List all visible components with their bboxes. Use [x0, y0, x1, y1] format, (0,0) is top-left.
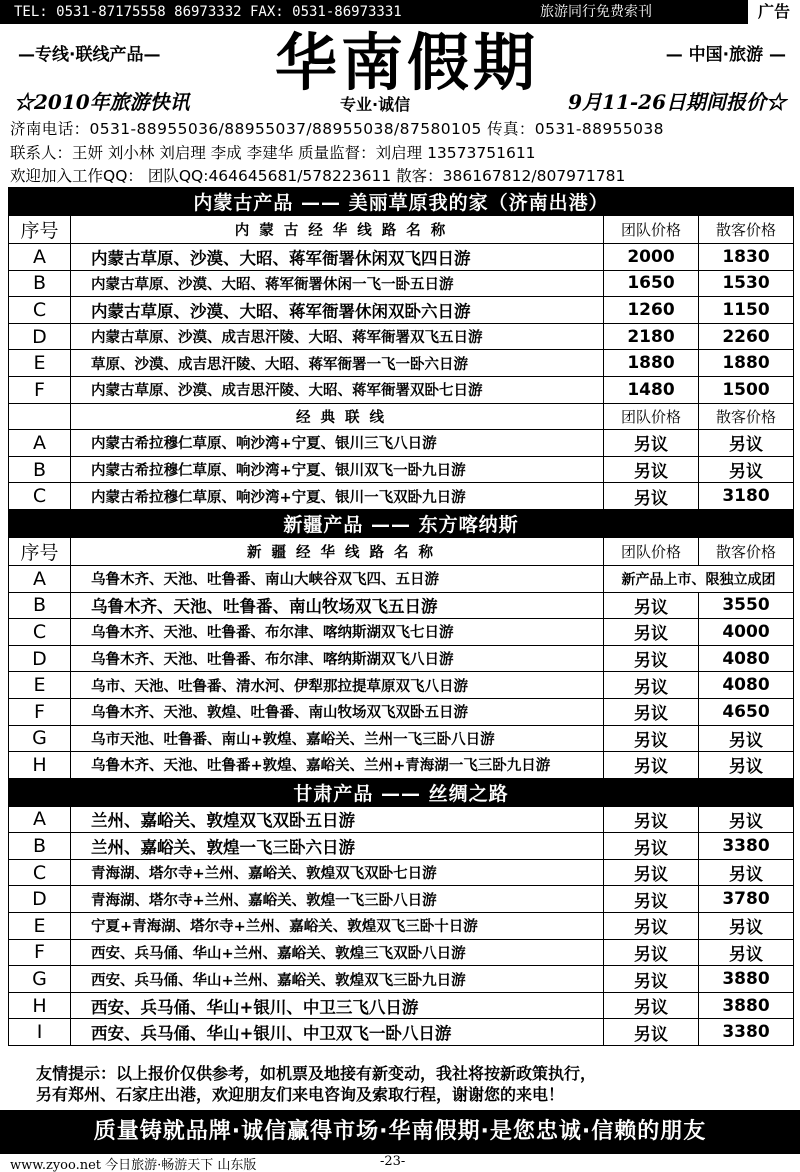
single-price: 3550: [699, 592, 794, 619]
header-no: [9, 403, 71, 430]
route-no: H: [9, 752, 71, 779]
route-no: C: [9, 483, 71, 510]
team-price: 另议: [604, 913, 699, 940]
header-single-price: 散客价格: [699, 403, 794, 430]
table-row: [9, 833, 794, 860]
single-price: 2260: [699, 323, 794, 350]
route-no: B: [9, 270, 71, 297]
single-price: 另议: [699, 859, 794, 886]
route-no: A: [9, 565, 71, 592]
single-price: 另议: [699, 456, 794, 483]
team-price: 1260: [604, 297, 699, 324]
route-no: A: [9, 430, 71, 457]
team-price: 另议: [604, 698, 699, 725]
table-row: [9, 992, 794, 1019]
route-no: F: [9, 939, 71, 966]
single-price: 1500: [699, 376, 794, 403]
route-name: 乌市、天池、吐鲁番、清水河、伊犁那拉提草原双飞八日游: [71, 672, 604, 699]
route-note: 新产品上市、限独立成团: [604, 565, 794, 592]
route-name: 西安、兵马俑、华山+银川、中卫三飞八日游: [71, 992, 604, 1019]
route-name: 乌鲁木齐、天池、敦煌、吐鲁番、南山牧场双飞双卧五日游: [71, 698, 604, 725]
team-price: 另议: [604, 939, 699, 966]
table-row: [9, 565, 794, 592]
section-title: 新疆产品 —— 东方喀纳斯: [9, 509, 794, 537]
header-route-name: 内蒙古经华线路名称: [71, 216, 604, 244]
single-price: 4000: [699, 619, 794, 646]
team-price: 另议: [604, 833, 699, 860]
tip-line-2: 另有郑州、石家庄出港，欢迎朋友们来电咨询及索取行程，谢谢您的来电！: [36, 1085, 565, 1104]
header-team-price: 团队价格: [604, 403, 699, 430]
team-price: 另议: [604, 483, 699, 510]
table-row: [9, 430, 794, 457]
route-no: E: [9, 672, 71, 699]
route-no: F: [9, 376, 71, 403]
route-name: 乌鲁木齐、天池、吐鲁番、布尔津、喀纳斯湖双飞八日游: [71, 645, 604, 672]
route-name: 青海湖、塔尔寺+兰州、嘉峪关、敦煌一飞三卧八日游: [71, 886, 604, 913]
team-price: 另议: [604, 645, 699, 672]
table-row: [9, 939, 794, 966]
route-no: G: [9, 966, 71, 993]
route-no: D: [9, 886, 71, 913]
single-price: 另议: [699, 939, 794, 966]
header-route-name: 新疆经华线路名称: [71, 537, 604, 565]
team-price: 另议: [604, 966, 699, 993]
single-price: 4650: [699, 698, 794, 725]
route-name: 乌鲁木齐、天池、吐鲁番、南山牧场双飞五日游: [71, 592, 604, 619]
table-row: [9, 913, 794, 940]
route-name: 乌市天池、吐鲁番、南山+敦煌、嘉峪关、兰州一飞三卧八日游: [71, 725, 604, 752]
single-price: 3780: [699, 886, 794, 913]
contact-person-line: 联系人：王妍 刘小林 刘启理 李成 李建华 质量监督：刘启理 13573751611: [10, 144, 536, 162]
route-no: B: [9, 592, 71, 619]
route-no: B: [9, 833, 71, 860]
section-title-row: [9, 188, 794, 216]
brand-slogan: 专业·诚信: [340, 95, 411, 114]
route-no: B: [9, 456, 71, 483]
section-title: 内蒙古产品 —— 美丽草原我的家（济南出港）: [9, 188, 794, 216]
single-price: 4080: [699, 645, 794, 672]
route-name: 西安、兵马俑、华山+银川、中卫双飞一卧八日游: [71, 1019, 604, 1046]
route-name: 青海湖、塔尔寺+兰州、嘉峪关、敦煌双飞双卧七日游: [71, 859, 604, 886]
route-name: 内蒙古草原、沙漠、大昭、蒋军衙署休闲一飞一卧五日游: [71, 270, 604, 297]
route-no: D: [9, 323, 71, 350]
section-title: 甘肃产品 —— 丝绸之路: [9, 778, 794, 806]
team-price: 另议: [604, 430, 699, 457]
route-no: F: [9, 698, 71, 725]
single-price: 1830: [699, 244, 794, 271]
team-price: 另议: [604, 725, 699, 752]
route-name: 草原、沙漠、成吉思汗陵、大昭、蒋军衙署一飞一卧六日游: [71, 350, 604, 377]
table-row: [9, 1019, 794, 1046]
team-price: 另议: [604, 619, 699, 646]
table-row: [9, 297, 794, 324]
route-no: A: [9, 806, 71, 833]
table-row: [9, 350, 794, 377]
route-name: 兰州、嘉峪关、敦煌双飞双卧五日游: [71, 806, 604, 833]
table-header-row: [9, 403, 794, 430]
route-name: 内蒙古草原、沙漠、成吉思汗陵、大昭、蒋军衙署双卧七日游: [71, 376, 604, 403]
table-row: [9, 483, 794, 510]
route-name: 西安、兵马俑、华山+兰州、嘉峪关、敦煌双飞三卧九日游: [71, 966, 604, 993]
table-row: [9, 725, 794, 752]
route-no: C: [9, 859, 71, 886]
route-name: 内蒙古草原、沙漠、大昭、蒋军衙署休闲双卧六日游: [71, 297, 604, 324]
single-price: 3180: [699, 483, 794, 510]
section-title-row: [9, 509, 794, 537]
section-title-row: [9, 778, 794, 806]
route-name: 西安、兵马俑、华山+兰州、嘉峪关、敦煌三飞双卧八日游: [71, 939, 604, 966]
page-number: -23-: [380, 1154, 406, 1169]
contact-qq-line: 欢迎加入工作QQ： 团队QQ:464645681/578223611 散客：386167812/807971781: [10, 167, 626, 185]
top-bar: [0, 0, 800, 24]
route-name: 乌鲁木齐、天池、吐鲁番、南山大峡谷双飞四、五日游: [71, 565, 604, 592]
team-price: 1650: [604, 270, 699, 297]
route-no: G: [9, 725, 71, 752]
table-row: [9, 592, 794, 619]
route-no: E: [9, 913, 71, 940]
single-price: 1880: [699, 350, 794, 377]
route-no: D: [9, 645, 71, 672]
single-price: 另议: [699, 430, 794, 457]
route-name: 乌鲁木齐、天池、吐鲁番+敦煌、嘉峪关、兰州+青海湖一飞三卧九日游: [71, 752, 604, 779]
team-price: 2180: [604, 323, 699, 350]
single-price: 3880: [699, 992, 794, 1019]
table-row: [9, 752, 794, 779]
table-row: [9, 456, 794, 483]
table-row: [9, 806, 794, 833]
table-row: [9, 672, 794, 699]
table-row: [9, 698, 794, 725]
route-name: 乌鲁木齐、天池、吐鲁番、布尔津、喀纳斯湖双飞七日游: [71, 619, 604, 646]
table-row: [9, 966, 794, 993]
bottom-slogan-bar: 质量铸就品牌·诚信赢得市场·华南假期·是您忠诚·信赖的朋友: [0, 1110, 800, 1154]
tip-line-1: 友情提示：以上报价仅供参考，如机票及地接有新变动，我社将按新政策执行，: [36, 1064, 597, 1083]
route-no: A: [9, 244, 71, 271]
route-name: 宁夏+青海湖、塔尔寺+兰州、嘉峪关、敦煌双飞三卧十日游: [71, 913, 604, 940]
header-no: 序号: [9, 216, 71, 244]
header-team-price: 团队价格: [604, 216, 699, 244]
ad-badge: 广告: [746, 0, 800, 24]
route-name: 内蒙古草原、沙漠、大昭、蒋军衙署休闲双飞四日游: [71, 244, 604, 271]
header-left-sub: ☆2010年旅游快讯: [14, 90, 190, 114]
table-header-row: [9, 216, 794, 244]
header-right-top: — 中国·旅游 —: [665, 45, 786, 65]
single-price: 1530: [699, 270, 794, 297]
top-index-note: 旅游同行免费索刊: [540, 4, 652, 20]
single-price: 4080: [699, 672, 794, 699]
route-name: 兰州、嘉峪关、敦煌一飞三卧六日游: [71, 833, 604, 860]
top-contact: TEL: 0531-87175558 86973332 FAX: 0531-86973331: [14, 4, 402, 20]
route-no: H: [9, 992, 71, 1019]
team-price: 另议: [604, 1019, 699, 1046]
footer: [10, 1154, 406, 1172]
single-price: 1150: [699, 297, 794, 324]
header-right-sub: 9月11-26日期间报价☆: [568, 90, 786, 114]
table-row: [9, 323, 794, 350]
team-price: 1880: [604, 350, 699, 377]
team-price: 另议: [604, 992, 699, 1019]
route-no: I: [9, 1019, 71, 1046]
team-price: 1480: [604, 376, 699, 403]
table-row: [9, 886, 794, 913]
brand-logo: 华南假期: [274, 26, 539, 99]
single-price: 3380: [699, 833, 794, 860]
route-name: 内蒙古草原、沙漠、成吉思汗陵、大昭、蒋军衙署双飞五日游: [71, 323, 604, 350]
team-price: 另议: [604, 672, 699, 699]
single-price: 另议: [699, 913, 794, 940]
team-price: 另议: [604, 886, 699, 913]
route-name: 内蒙古希拉穆仁草原、响沙湾+宁夏、银川双飞一卧九日游: [71, 456, 604, 483]
header-no: 序号: [9, 537, 71, 565]
route-no: E: [9, 350, 71, 377]
single-price: 另议: [699, 806, 794, 833]
friendly-tip: [36, 1063, 776, 1105]
contact-phone-line: 济南电话：0531-88955036/88955037/88955038/87580105 传真：0531-88955038: [10, 120, 664, 138]
single-price: 另议: [699, 752, 794, 779]
header-left-top: —专线·联线产品—: [18, 45, 161, 65]
table-row: [9, 376, 794, 403]
table-row: [9, 859, 794, 886]
route-name: 内蒙古希拉穆仁草原、响沙湾+宁夏、银川三飞八日游: [71, 430, 604, 457]
table-row: [9, 619, 794, 646]
team-price: 另议: [604, 859, 699, 886]
header-single-price: 散客价格: [699, 216, 794, 244]
team-price: 另议: [604, 592, 699, 619]
price-table: [8, 187, 794, 1046]
table-row: [9, 270, 794, 297]
team-price: 另议: [604, 752, 699, 779]
single-price: 3880: [699, 966, 794, 993]
team-price: 2000: [604, 244, 699, 271]
header-route-name: 经典联线: [71, 403, 604, 430]
footer-site: www.zyoo.net 今日旅游·畅游天下 山东版: [10, 1158, 257, 1172]
route-no: C: [9, 297, 71, 324]
single-price: 另议: [699, 725, 794, 752]
single-price: 3380: [699, 1019, 794, 1046]
table-header-row: [9, 537, 794, 565]
table-row: [9, 244, 794, 271]
table-row: [9, 645, 794, 672]
route-no: C: [9, 619, 71, 646]
team-price: 另议: [604, 456, 699, 483]
team-price: 另议: [604, 806, 699, 833]
header-team-price: 团队价格: [604, 537, 699, 565]
route-name: 内蒙古希拉穆仁草原、响沙湾+宁夏、银川一飞双卧九日游: [71, 483, 604, 510]
header-single-price: 散客价格: [699, 537, 794, 565]
